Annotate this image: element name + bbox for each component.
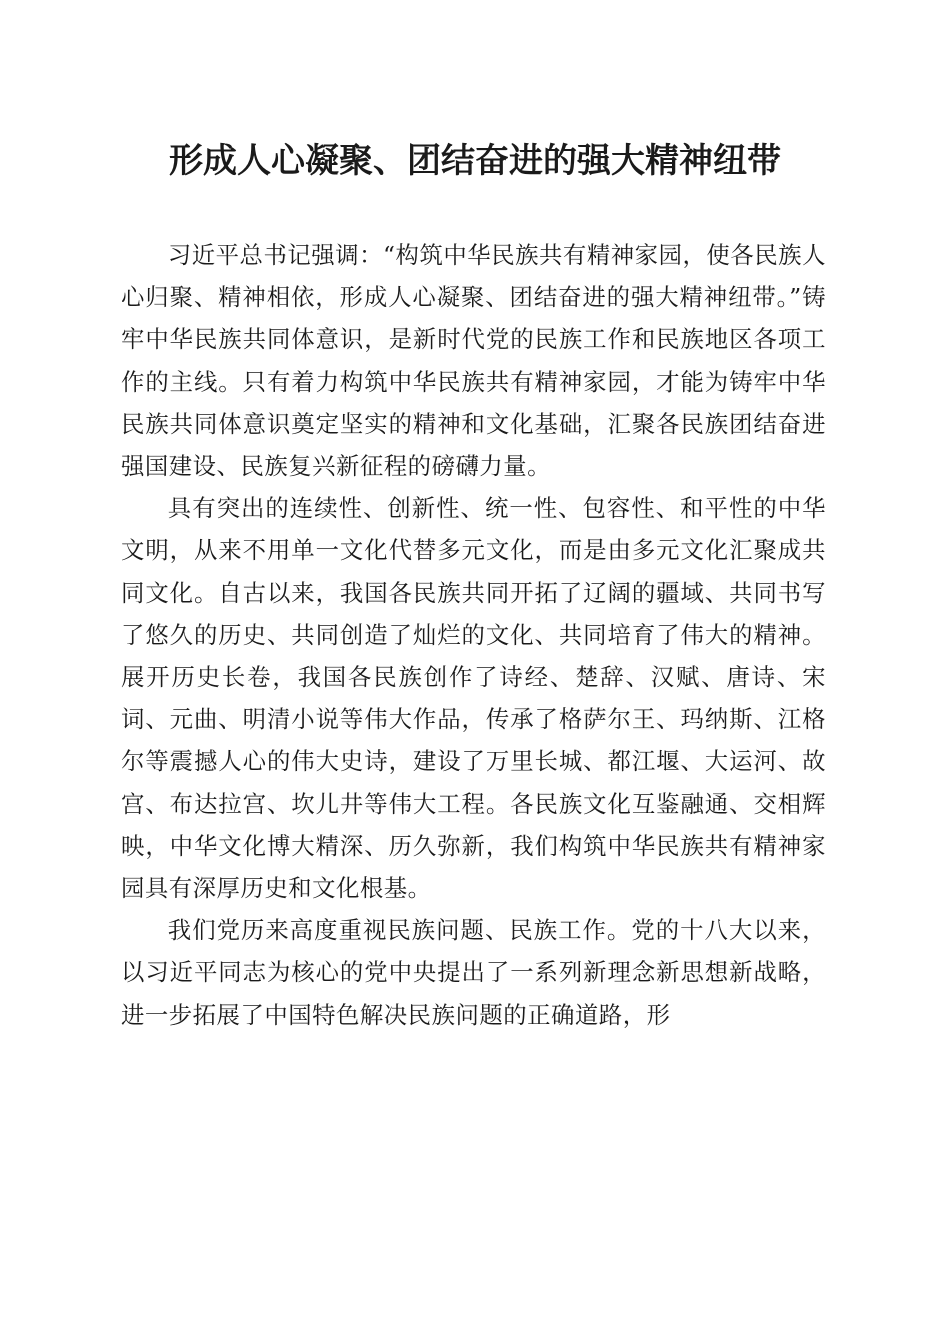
document-title: 形成人心凝聚、团结奋进的强大精神纽带 [169, 141, 781, 181]
paragraph-2: 具有突出的连续性、创新性、统一性、包容性、和平性的中华文明，从来不用单一文化代替多元文化，而是由多元文化汇聚成共同文化。自古以来，我国各民族共同开拓了辽阔的疆域、共同书写了悠久的历史、共同创造了灿烂的文化、共同培育了伟大的精神。展开历史长卷，我国各民族创作了诗经、楚辞、汉赋、唐诗、宋词、元曲、明清小说等伟大作品，传承了格萨尔王、玛纳斯、江格尔等震撼人心的伟大史诗，建设了万里长城、都江堰、大运河、故宫、布达拉宫、坎儿井等伟大工程。各民族文化互鉴融通、交相辉映，中华文化博大精深、历久弥新，我们构筑中华民族共有精神家园具有深厚历史和文化根基。 [121, 494, 826, 903]
paragraph-1: 习近平总书记强调：“构筑中华民族共有精神家园，使各民族人心归聚、精神相依，形成人心凝聚、团结奋进的强大精神纽带。”铸牢中华民族共同体意识，是新时代党的民族工作和民族地区各项工作的主线。只有着力构筑中华民族共有精神家园，才能为铸牢中华民族共同体意识奠定坚实的精神和文化基础，汇聚各民族团结奋进强国建设、民族复兴新征程的磅礴力量。 [121, 241, 826, 481]
document-body [121, 234, 826, 1036]
paragraph-3: 我们党历来高度重视民族问题、民族工作。党的十八大以来，以习近平同志为核心的党中央提出了一系列新理念新思想新战略，进一步拓展了中国特色解决民族问题的正确道路，形 [121, 916, 826, 1029]
